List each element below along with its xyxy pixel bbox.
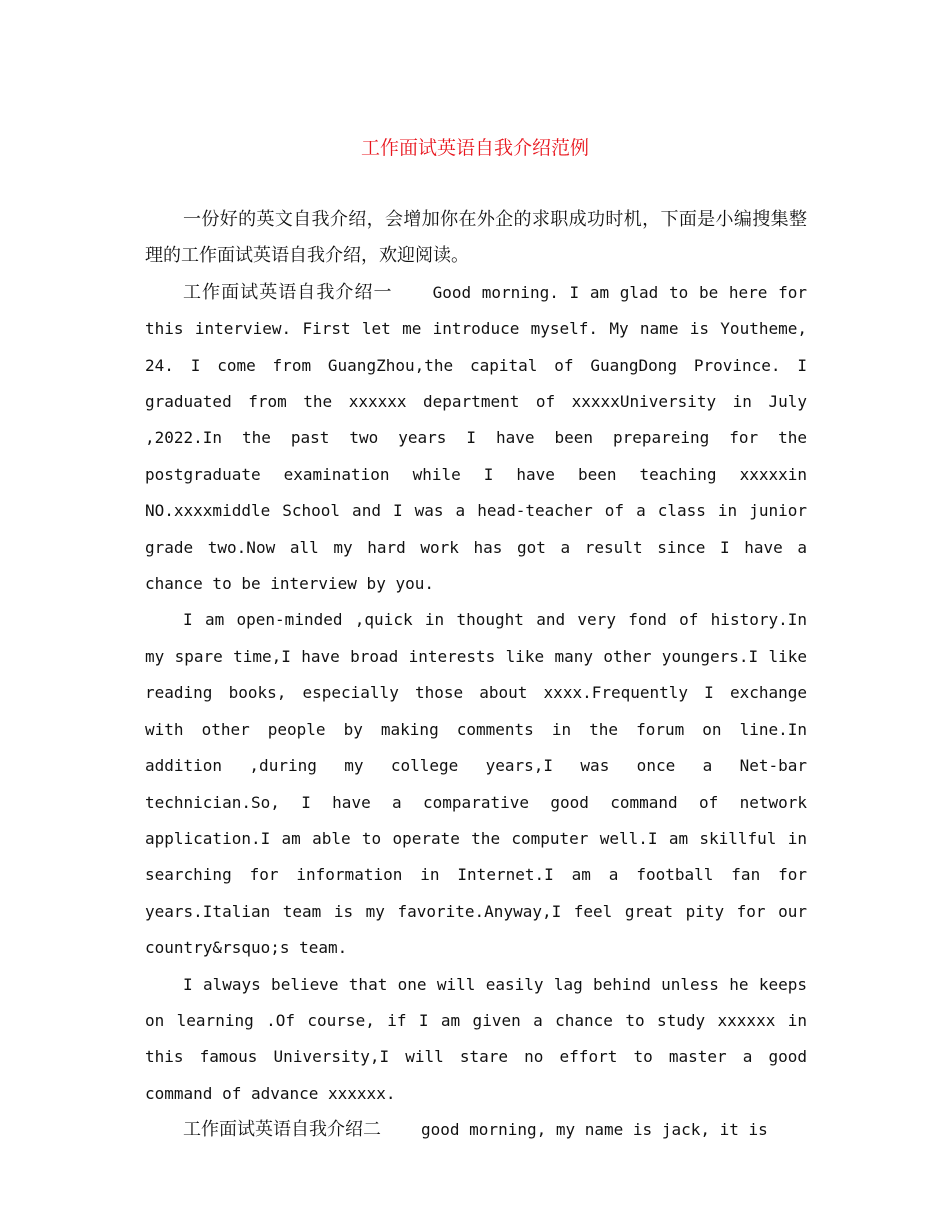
section1-paragraph1-text: Good morning. I am glad to be here for this interview. First let me introduce myself. My name is Youtheme, 24. I come from GuangZhou,the capital of GuangDong Province. I graduated from the xxxxxx department of xxxxxUniversity in July ,2022.In the past two years I have been prepareing for the postgraduate examination while I have been teaching xxxxxin NO.xxxxmiddle School and I was a head-teacher of a class in junior grade two.Now all my hard work has got a result since I have a chance to be interview by you.	[145, 282, 808, 594]
section1-paragraph1	[145, 275, 807, 603]
section1-paragraph2: I am open-minded ,quick in thought and very fond of history.In my spare time,I have broad interests like many other youngers.I like reading books, especially those about xxxx.Frequently I exchange with other people by making comments in the forum on line.In addition ,during my college years,I was once a Net-bar technician.So, I have a comparative good command of network application.I am able to operate the computer well.I am skillful in searching for information in Internet.I am a football fan for years.Italian team is my favorite.Anyway,I feel great pity for our country&rsquo;s team.	[145, 610, 807, 958]
section2-paragraph1-text: good morning, my name is jack, it is	[421, 1120, 768, 1140]
document-title: 工作面试英语自我介绍范例	[360, 137, 589, 159]
document-body	[145, 202, 807, 1149]
intro-paragraph: 一份好的英文自我介绍，会增加你在外企的求职成功时机，下面是小编搜集整理的工作面试英语自我介绍，欢迎阅读。	[145, 209, 807, 267]
section1-paragraph3: I always believe that one will easily lag behind unless he keeps on learning .Of course, if I am given a chance to study xxxxxx in this famous University,I will stare no effort to master a good command of advance xxxxxx.	[145, 974, 807, 1103]
section1-heading: 工作面试英语自我介绍一	[183, 281, 393, 303]
section2-paragraph1	[145, 1112, 807, 1148]
section2-heading: 工作面试英语自我介绍二	[183, 1119, 381, 1141]
